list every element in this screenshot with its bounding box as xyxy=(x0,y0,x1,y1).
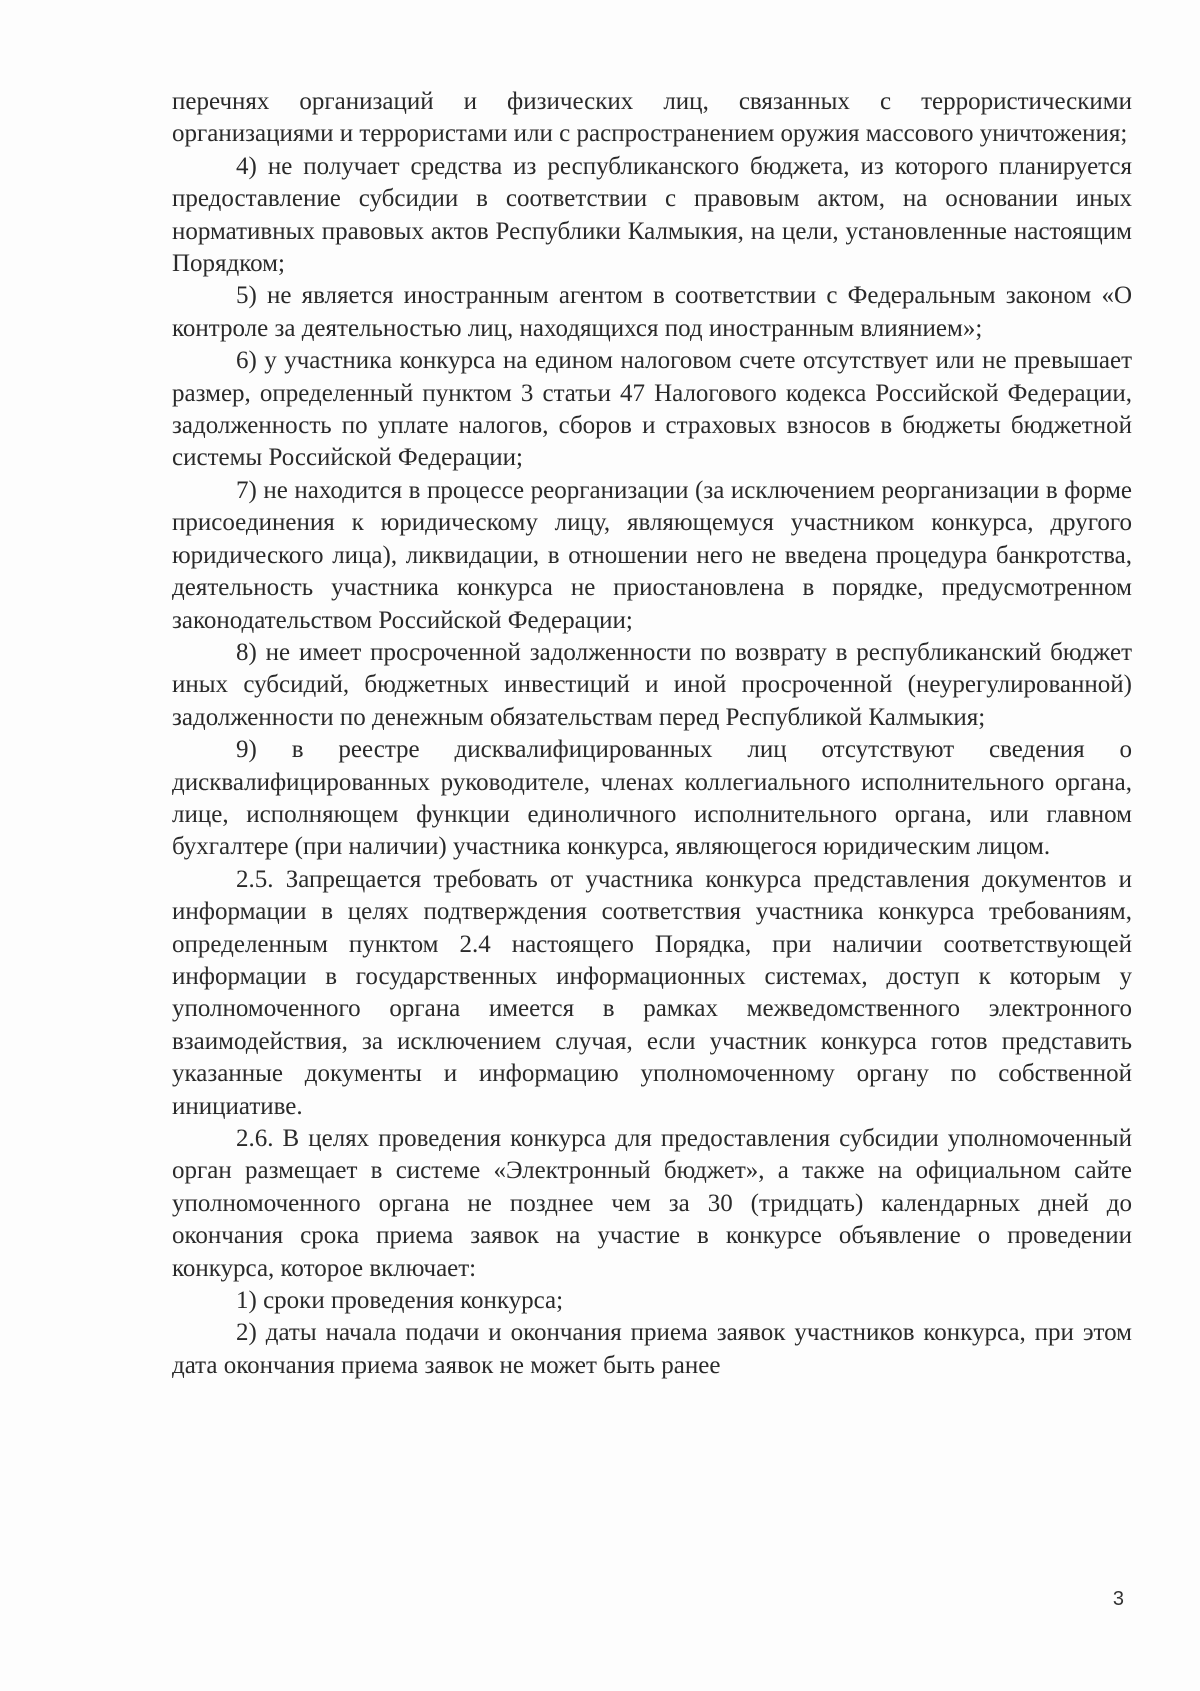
paragraph-section-2-6: 2.6. В целях проведения конкурса для предоставления субсидии уполномоченный орган размещает в системе «Электронный бюджет», а также на официальном сайте уполномоченного органа не позднее чем за 30 (тридцать) календарных дней до окончания срока приема заявок на участие в конкурсе объявление о проведении конкурса, которое включает: xyxy=(172,1125,1132,1282)
paragraph-item-9: 9) в реестре дисквалифицированных лиц отсутствуют сведения о дисквалифицированных руководителе, членах коллегиального исполнительного органа, лице, исполняющем функции единоличного исполнительного органа, или главном бухгалтере (при наличии) участника конкурса, являющегося юридическим лицом. xyxy=(172,736,1132,861)
page-number: 3 xyxy=(1112,1588,1124,1610)
paragraph-section-2-5: 2.5. Запрещается требовать от участника конкурса представления документов и информации в целях подтверждения соответствия участника конкурса требованиям, определенным пунктом 2.4 настоящего Порядка, при наличии соответствующей информации в государственных информационных системах, доступ к которым у уполномоченного органа имеется в рамках межведомственного электронного взаимодействия, за исключением случая, если участник конкурса готов представить указанные документы и информацию уполномоченному органу по собственной инициативе. xyxy=(172,865,1132,1120)
paragraph-subitem-1: 1) сроки проведения конкурса; xyxy=(236,1287,564,1315)
paragraph-item-6: 6) у участника конкурса на едином налоговом счете отсутствует или не превышает размер, определенный пунктом 3 статьи 47 Налогового кодекса Российской Федерации, задолженность по уплате налогов, сборов и страховых взносов в бюджеты бюджетной системы Российской Федерации; xyxy=(172,347,1132,472)
paragraph-continuation: перечнях организаций и физических лиц, связанных с террористическими организациями и террористами или с распространением оружия массового уничтожения; xyxy=(172,88,1132,148)
document-body xyxy=(172,86,1132,1382)
paragraph-item-4: 4) не получает средства из республиканского бюджета, из которого планируется предоставление субсидии в соответствии с правовым актом, на основании иных нормативных правовых актов Республики Калмыкия, на цели, установленные настоящим Порядком; xyxy=(172,152,1132,278)
paragraph-subitem-2: 2) даты начала подачи и окончания приема заявок участников конкурса, при этом дата окончания приема заявок не может быть ранее xyxy=(172,1319,1132,1379)
paragraph-item-7: 7) не находится в процессе реорганизации (за исключением реорганизации в форме присоединения к юридическому лицу, являющемуся участником конкурса, другого юридического лица), ликвидации, в отношении него не введена процедура банкротства, деятельность участника конкурса не приостановлена в порядке, предусмотренном законодательством Российской Федерации; xyxy=(172,476,1132,634)
paragraph-item-5: 5) не является иностранным агентом в соответствии с Федеральным законом «О контроле за деятельностью лиц, находящихся под иностранным влиянием»; xyxy=(172,282,1132,342)
paragraph-item-8: 8) не имеет просроченной задолженности по возврату в республиканский бюджет иных субсидий, бюджетных инвестиций и иной просроченной (неурегулированной) задолженности по денежным обязательствам перед Республикой Калмыкия; xyxy=(172,638,1132,731)
